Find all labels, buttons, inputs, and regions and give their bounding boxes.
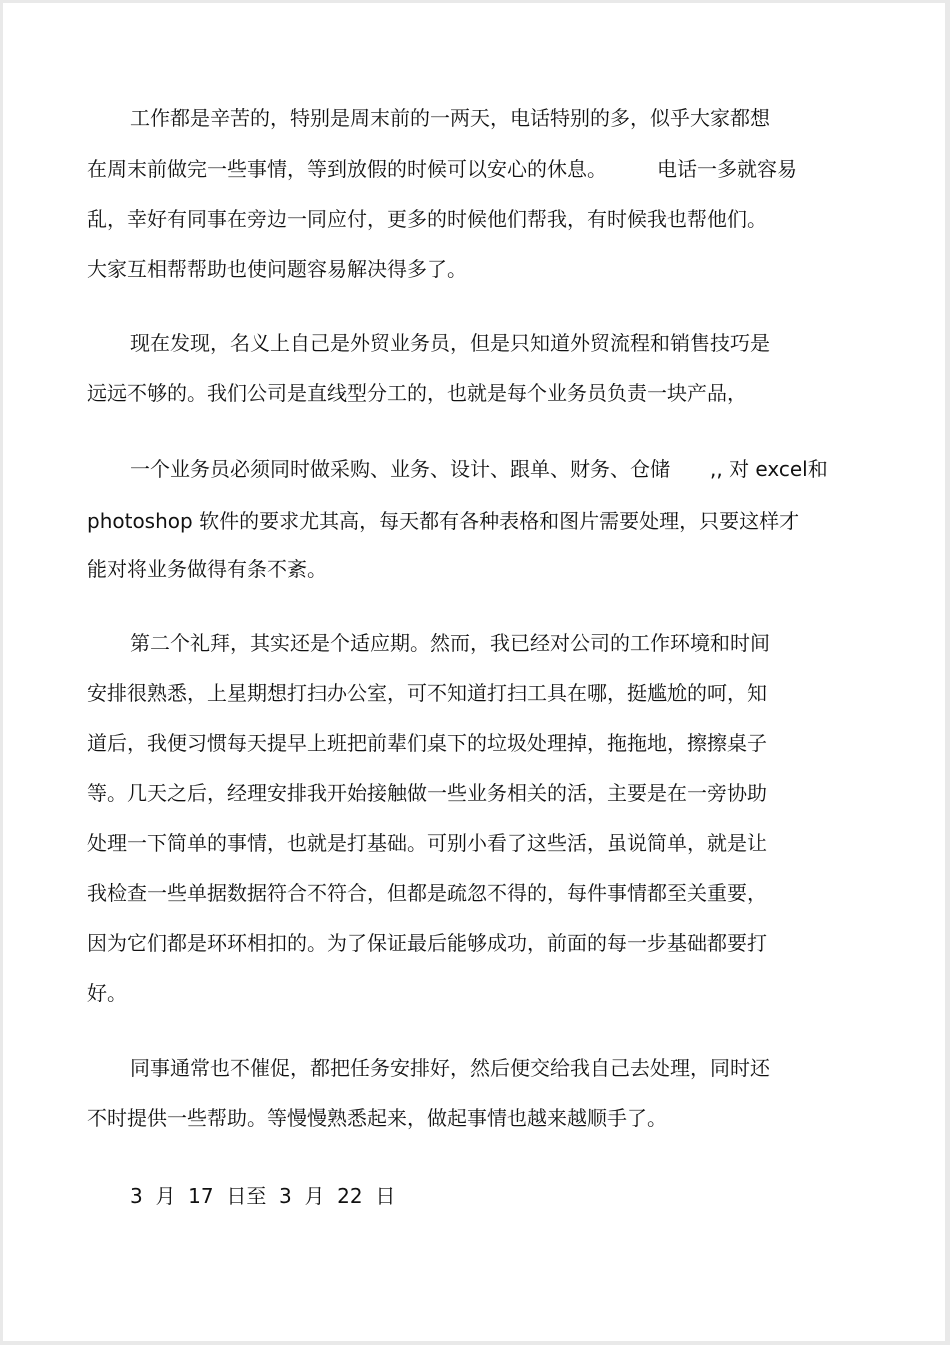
paragraph-5-line-1: 同事通常也不催促，都把任务安排好，然后便交给我自己去处理，同时还: [130, 1056, 770, 1080]
paragraph-3-line-3: 能对将业务做得有条不紊。: [87, 557, 327, 581]
paragraph-2-line-2: 远远不够的。我们公司是直线型分工的，也就是每个业务员负责一块产品，: [87, 381, 747, 405]
paragraph-4-line-3: 道后，我便习惯每天提早上班把前辈们桌下的垃圾处理掉，拖拖地，擦擦桌子: [87, 731, 767, 755]
paragraph-3-line-2: photoshop 软件的要求尤其高，每天都有各种表格和图片需要处理，只要这样才: [87, 509, 800, 533]
paragraph-3-line-1: 一个业务员必须同时做采购、业务、设计、跟单、财务、仓储 ,, 对 excel和: [130, 457, 828, 481]
paragraph-4-line-1: 第二个礼拜，其实还是个适应期。然而，我已经对公司的工作环境和时间: [130, 631, 770, 655]
paragraph-1-line-3: 乱，幸好有同事在旁边一同应付，更多的时候他们帮我，有时候我也帮他们。: [87, 207, 767, 231]
paragraph-5-line-2: 不时提供一些帮助。等慢慢熟悉起来，做起事情也越来越顺手了。: [87, 1106, 667, 1130]
paragraph-1-line-4: 大家互相帮帮助也使问题容易解决得多了。: [87, 257, 467, 281]
paragraph-4-line-7: 因为它们都是环环相扣的。为了保证最后能够成功，前面的每一步基础都要打: [87, 931, 767, 955]
date-range-line: 3 月 17 日至 3 月 22 日: [130, 1184, 396, 1208]
paragraph-1-line-2: 在周末前做完一些事情，等到放假的时候可以安心的休息。 电话一多就容易: [87, 157, 797, 181]
paragraph-2-line-1: 现在发现，名义上自己是外贸业务员，但是只知道外贸流程和销售技巧是: [130, 331, 770, 355]
paragraph-4-line-4: 等。几天之后，经理安排我开始接触做一些业务相关的活，主要是在一旁协助: [87, 781, 767, 805]
document-page: [3, 3, 945, 1341]
paragraph-4-line-5: 处理一下简单的事情，也就是打基础。可别小看了这些活，虽说简单，就是让: [87, 831, 767, 855]
paragraph-4-line-8: 好。: [87, 981, 127, 1005]
paragraph-4-line-2: 安排很熟悉，上星期想打扫办公室，可不知道打扫工具在哪，挺尴尬的呵，知: [87, 681, 767, 705]
paragraph-4-line-6: 我检查一些单据数据符合不符合，但都是疏忽不得的，每件事情都至关重要，: [87, 881, 767, 905]
paragraph-1-line-1: 工作都是辛苦的，特别是周末前的一两天，电话特别的多，似乎大家都想: [130, 106, 770, 130]
